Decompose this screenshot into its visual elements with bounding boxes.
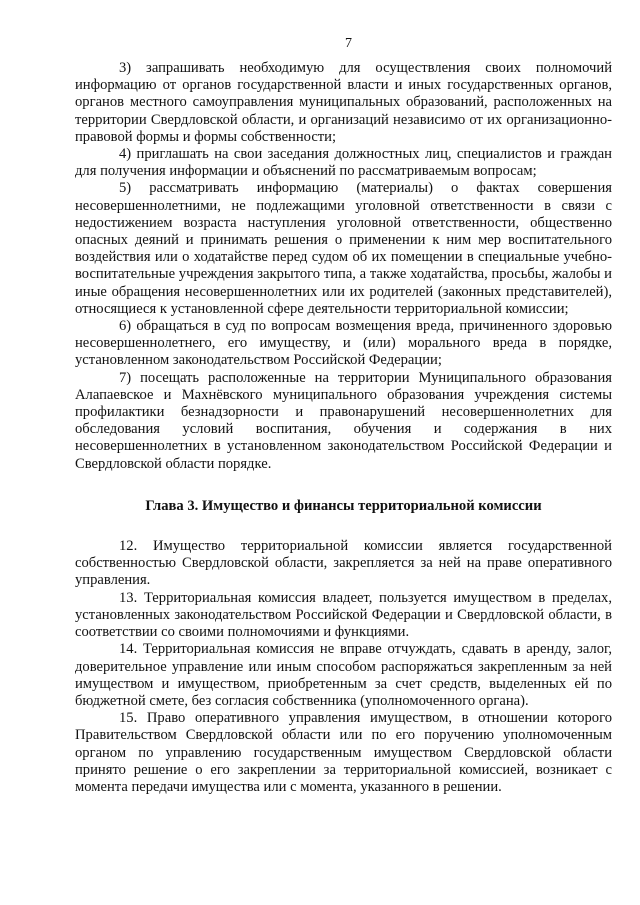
paragraph-14: 14. Территориальная комиссия не вправе отчуждать, сдавать в аренду, залог, доверительное управление или иным способом распоряжаться закрепленным за ней имуществом и имуществом, приобретенным за счет средств, выделенных ей по бюджетной смете, без согласия собственника (уполномоченного органа). [75,641,612,709]
powers-list [75,60,612,473]
list-item-3: 3) запрашивать необходимую для осуществления своих полномочий информацию от органов государственной власти и иных государственных органов, органов местного самоуправления муниципальных образований, расположенных на территории Свердловской области, и организаций независимо от их организационно-правовой формы и формы собственности; [75,60,612,145]
paragraph-15: 15. Право оперативного управления имуществом, в отношении которого Правительством Свердловской области или по его поручению уполномоченным органом по управлению государственным имуществом Свердловской области принято решение о его закреплении за территориальной комиссией, возникает с момента передачи имущества или с момента, указанного в решении. [75,710,612,795]
paragraph-12: 12. Имущество территориальной комиссии является государственной собственностью Свердловской области, закрепляется за ней на праве оперативного управления. [75,538,612,589]
list-item-7: 7) посещать расположенные на территории Муниципального образования Алапаевское и Махнёвского муниципального образования учреждения системы профилактики безнадзорности и правонарушений несовершеннолетних для обследования условий воспитания, обучения и содержания в них несовершеннолетних в установленном законодательством Российской Федерации и Свердловской области порядке. [75,369,612,472]
page-number: 7 [345,36,352,51]
chapter-heading: Глава 3. Имущество и финансы территориальной комиссии [145,497,542,514]
list-item-5: 5) рассматривать информацию (материалы) о фактах совершения несовершеннолетними, не подлежащими уголовной ответственности в связи с недостижением возраста наступления уголовной ответственности, общественно опасных деяний и принимать решения о применении к ним мер воспитательного воздействия или о ходатайстве перед судом об их помещении в специальные учебно-воспитательные учреждения закрытого типа, а также ходатайства, просьбы, жалобы и иные обращения несовершеннолетних или их родителей (законных представителей), относящиеся к установленной сфере деятельности территориальной комиссии; [75,180,612,317]
list-item-6: 6) обращаться в суд по вопросам возмещения вреда, причиненного здоровью несовершеннолетнего, его имуществу, и (или) морального вреда в порядке, установленном законодательством Российской Федерации; [75,318,612,369]
chapter-body [75,538,612,796]
paragraph-13: 13. Территориальная комиссия владеет, пользуется имуществом в пределах, установленных законодательством Российской Федерации и Свердловской области, в соответствии со своими полномочиями и функциями. [75,589,612,641]
list-item-4: 4) приглашать на свои заседания должностных лиц, специалистов и граждан для получения информации и объяснений по рассматриваемым вопросам; [75,146,612,180]
